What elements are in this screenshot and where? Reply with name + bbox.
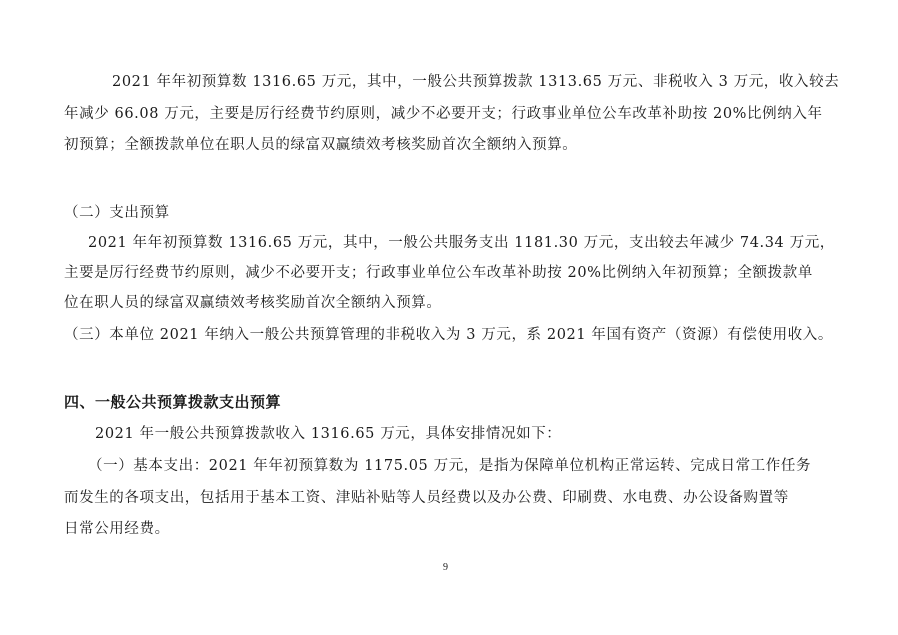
expenditure-section-title: （二）支出预算	[64, 205, 170, 221]
revenue-paragraph-line-1: 2021 年年初预算数 1316.65 万元，其中，一般公共预算拨款 1313.65 万元、非税收入 3 万元，收入较去	[112, 74, 840, 90]
expenditure-paragraph-line-3: 位在职人员的绿富双赢绩效考核奖励首次全额纳入预算。	[64, 295, 442, 311]
basic-expenditure-line-2: 而发生的各项支出，包括用于基本工资、津贴补贴等人员经费以及办公费、印刷费、水电费、办公设备购置等	[64, 490, 789, 506]
nontax-paragraph-line-1: （三）本单位 2021 年纳入一般公共预算管理的非税收入为 3 万元，系 2021 年国有资产（资源）有偿使用收入。	[64, 327, 833, 343]
section-four-heading: 四、一般公共预算拨款支出预算	[64, 393, 282, 411]
basic-expenditure-line-3: 日常公用经费。	[64, 521, 170, 537]
expenditure-paragraph-line-1: 2021 年年初预算数 1316.65 万元，其中，一般公共服务支出 1181.30 万元，支出较去年减少 74.34 万元，	[88, 235, 835, 251]
page-number: 9	[443, 562, 448, 573]
revenue-paragraph-line-3: 初预算；全额拨款单位在职人员的绿富双赢绩效考核奖励首次全额纳入预算。	[64, 137, 578, 153]
basic-expenditure-line-1: （一）基本支出：2021 年年初预算数为 1175.05 万元，是指为保障单位机构正常运转、完成日常工作任务	[88, 458, 812, 474]
expenditure-paragraph-line-2: 主要是厉行经费节约原则，减少不必要开支；行政事业单位公车改革补助按 20%比例纳入年初预算；全额拨款单	[64, 265, 813, 281]
revenue-paragraph-line-2: 年减少 66.08 万元，主要是厉行经费节约原则，减少不必要开支；行政事业单位公车改革补助按 20%比例纳入年	[64, 106, 823, 122]
section-four-intro: 2021 年一般公共预算拨款收入 1316.65 万元，具体安排情况如下：	[95, 426, 562, 442]
